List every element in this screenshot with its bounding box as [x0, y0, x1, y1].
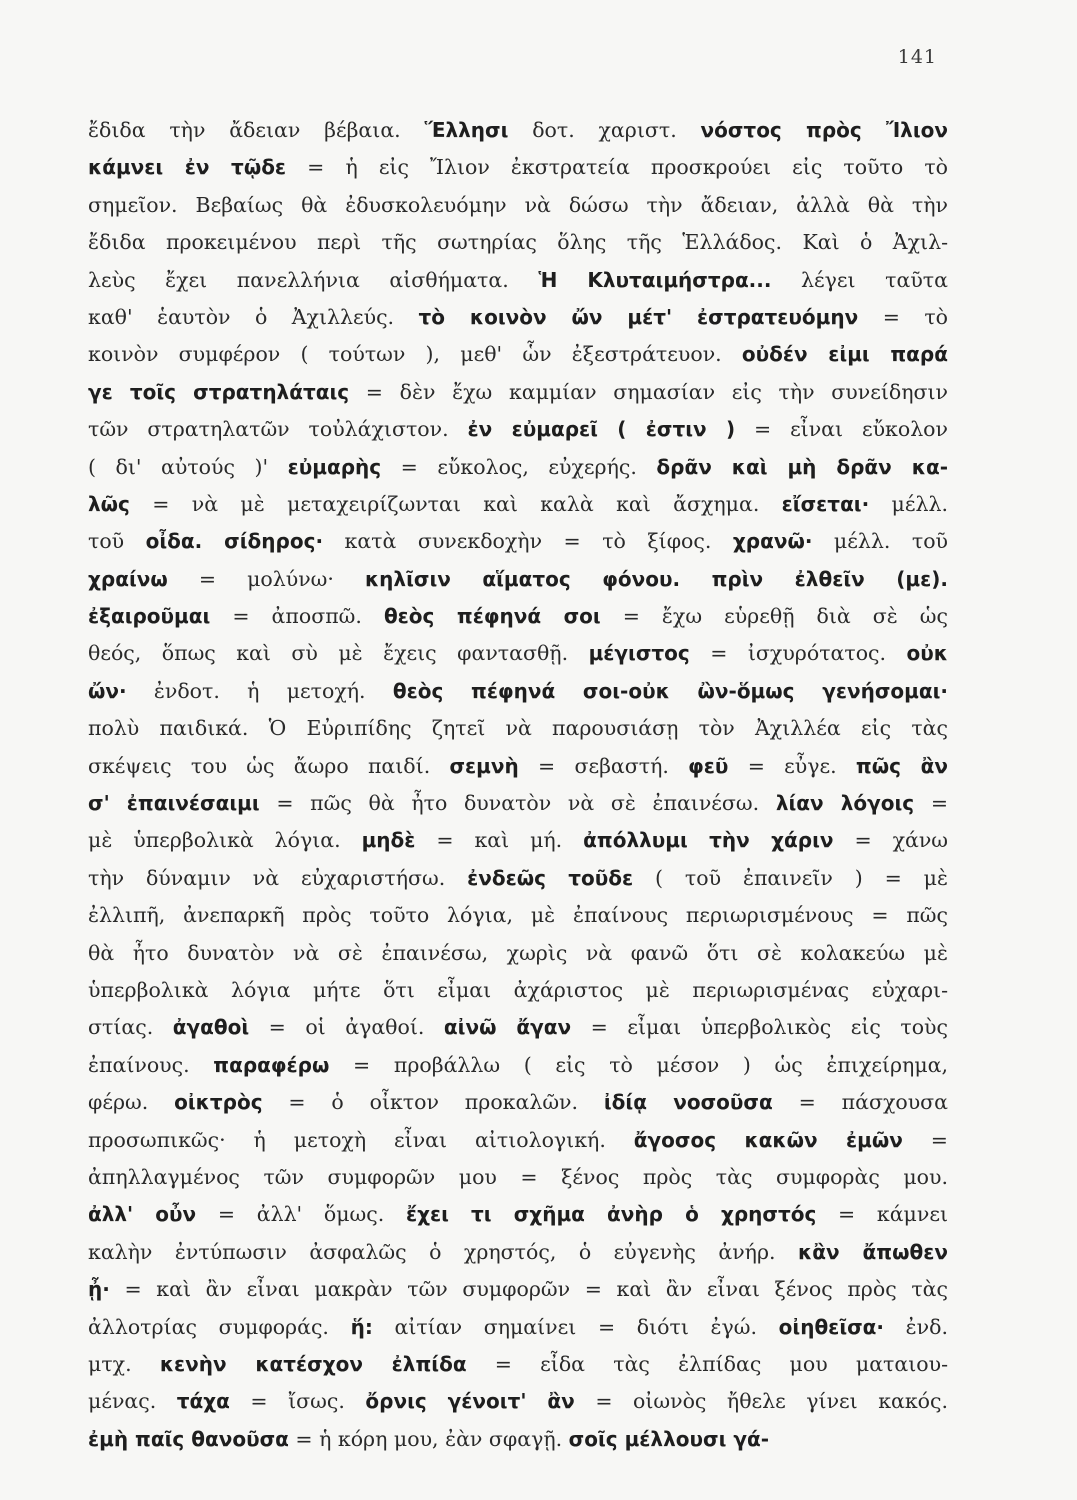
lemma-term: ᾖ·	[88, 1277, 110, 1302]
gloss-text: = τὸ	[858, 304, 948, 329]
lemma-term: Ἡ Κλυταιμήστρα...	[538, 267, 772, 292]
lemma-term: ἐξαιροῦμαι	[88, 604, 211, 629]
lemma-term: τὸ κοινὸν ὤν μέτ' ἐστρατευόμην	[418, 304, 859, 329]
text-line	[88, 1421, 948, 1458]
gloss-text: ἔδιδα τὴν ἄδειαν βέβαια.	[88, 118, 425, 142]
gloss-text: = δὲν ἔχω καμμίαν σημασίαν εἰς τὴν συνείδησιν	[349, 379, 948, 404]
text-line	[88, 1122, 948, 1159]
lemma-term: πῶς ἂν	[855, 753, 948, 778]
gloss-text: ἀλλοτρίας συμφοράς.	[88, 1314, 351, 1339]
lemma-term: οὐδέν εἰμι παρά	[741, 342, 948, 367]
gloss-text: = εἶδα τὰς ἐλπίδας μου ματαιου-	[466, 1351, 948, 1376]
text-line	[88, 1159, 948, 1196]
text-line	[88, 822, 948, 859]
gloss-text: = κάμνει	[816, 1202, 948, 1227]
text-line	[88, 1234, 948, 1271]
text-line	[88, 1047, 948, 1084]
lemma-term: οὐκ	[906, 641, 948, 666]
lemma-term: παραφέρω	[213, 1052, 330, 1077]
gloss-text: = χάνω	[833, 828, 948, 853]
gloss-text: = καὶ ἂν εἶναι μακρὰν τῶν συμφορῶν = καὶ ἂν εἶναι ξένος πρὸς τὰς	[109, 1277, 948, 1302]
gloss-text: μένας.	[88, 1389, 177, 1414]
text-line	[88, 411, 948, 448]
gloss-text: = ὁ οἶκτον προκαλῶν.	[262, 1090, 604, 1115]
gloss-text: θεός, ὅπως καὶ σὺ μὲ ἔχεις φαντασθῇ.	[88, 641, 589, 666]
text-line	[88, 224, 948, 261]
gloss-text: ( δι' αὐτούς )'	[88, 454, 288, 479]
lemma-term: δρᾶν καὶ μὴ δρᾶν κα-	[656, 454, 948, 479]
lemma-term: μηδὲ	[361, 828, 416, 853]
text-line	[88, 336, 948, 373]
gloss-text: = εὖγε.	[728, 753, 856, 778]
lemma-term: ἐνδεῶς τοῦδε	[467, 865, 634, 890]
gloss-text: φέρω.	[88, 1090, 175, 1115]
gloss-text: ἐπαίνους.	[88, 1052, 214, 1077]
gloss-text: στίας.	[88, 1015, 173, 1040]
gloss-text: = εὔκολος, εὐχερής.	[381, 454, 657, 479]
lemma-term: σοῖς μέλλουσι γά-	[568, 1426, 769, 1451]
gloss-text: ἐνδοτ. ἡ μετοχή.	[126, 678, 393, 703]
lemma-term: Ἕλλησι	[424, 118, 509, 142]
gloss-text: = προβάλλω ( εἰς τὸ μέσον ) ὡς ἐπιχείρημα,	[329, 1052, 948, 1077]
lemma-term: ὄρνις γένοιτ' ἂν	[365, 1389, 575, 1414]
lemma-term: θεὸς πέφηνά σοι	[383, 604, 601, 629]
lemma-term: χρανῶ·	[732, 529, 813, 554]
gloss-text: = πάσχουσα	[772, 1090, 948, 1115]
lemma-term: χραίνω	[88, 566, 168, 591]
text-line	[88, 897, 948, 934]
gloss-text: λεὺς ἔχει πανελλήνια αἰσθήματα.	[88, 267, 539, 292]
text-line	[88, 112, 948, 149]
gloss-text: μὲ ὑπερβολικὰ λόγια.	[88, 828, 362, 853]
gloss-text: τῶν στρατηλατῶν τοὐλάχιστον.	[88, 417, 468, 442]
lemma-term: κἂν ἄπωθεν	[798, 1239, 948, 1264]
lemma-term: κάμνει ἐν τῷδε	[88, 155, 287, 180]
lemma-term: γε τοῖς στρατηλάταις	[88, 379, 350, 404]
gloss-text: = ἡ κόρη μου, ἐὰν σφαγῇ.	[288, 1426, 569, 1451]
lemma-term: ὤν·	[88, 678, 127, 703]
gloss-text: δοτ. χαριστ.	[508, 118, 701, 142]
text-line	[88, 1383, 948, 1420]
lemma-term: αἰνῶ ἄγαν	[443, 1015, 572, 1040]
gloss-text: σκέψεις του ὡς ἄωρο παιδί.	[88, 753, 450, 778]
text-line	[88, 449, 948, 486]
text-line	[88, 1271, 948, 1308]
gloss-text: ἀπηλλαγμένος τῶν συμφορῶν μου = ξένος πρὸς τὰς συμφορὰς μου.	[88, 1164, 948, 1189]
lemma-term: τάχα	[176, 1389, 230, 1414]
lemma-term: οἶδα. σίδηρος·	[145, 529, 324, 554]
lemma-term: οἰκτρὸς	[174, 1090, 263, 1115]
gloss-text: = ἀποσπῶ.	[210, 604, 384, 629]
page-number: 141	[897, 46, 937, 68]
gloss-text: = ἰσχυρότατος.	[689, 641, 907, 666]
gloss-text: ἔδιδα προκειμένου περὶ τῆς σωτηρίας ὅλης τῆς Ἑλλάδος. Καὶ ὁ Ἀχιλ-	[88, 230, 948, 255]
gloss-text: μέλλ. τοῦ	[812, 529, 948, 554]
gloss-text: =	[914, 791, 948, 816]
text-line	[88, 187, 948, 224]
gloss-text: κατὰ συνεκδοχὴν = τὸ ξίφος.	[323, 529, 733, 554]
lemma-term: ἥ:	[350, 1314, 373, 1339]
text-line	[88, 748, 948, 785]
lemma-term: ἄγοσος κακῶν ἐμῶν	[633, 1127, 903, 1152]
text-line	[88, 262, 948, 299]
gloss-text: = ἔχω εὑρεθῇ διὰ σὲ ὡς	[600, 604, 948, 629]
lemma-term: ἀπόλλυμι τὴν χάριν	[583, 828, 834, 853]
lemma-term: εὐμαρὴς	[287, 454, 382, 479]
gloss-text: λέγει ταῦτα	[771, 267, 948, 292]
gloss-text: μτχ.	[88, 1351, 160, 1376]
gloss-text: = ἀλλ' ὅμως.	[196, 1202, 406, 1227]
text-line	[88, 710, 948, 747]
gloss-text: θὰ ἦτο δυνατὸν νὰ σὲ ἐπαινέσω, χωρὶς νὰ φανῶ ὅτι σὲ κολακεύω μὲ	[88, 940, 948, 965]
text-line	[88, 860, 948, 897]
lemma-term: σ' ἐπαινέσαιμι	[88, 791, 260, 816]
text-line	[88, 1009, 948, 1046]
lemma-term: σεμνὴ	[449, 753, 519, 778]
gloss-text: = εἶμαι ὑπερβολικὸς εἰς τοὺς	[571, 1015, 948, 1040]
text-line	[88, 785, 948, 822]
text-line	[88, 486, 948, 523]
text-line	[88, 1309, 948, 1346]
lemma-term: κενὴν κατέσχον ἐλπίδα	[159, 1351, 467, 1376]
text-line	[88, 673, 948, 710]
gloss-text: καθ' ἑαυτὸν ὁ Ἀχιλλεύς.	[88, 304, 419, 329]
gloss-text: κοινὸν συμφέρον ( τούτων ), μεθ' ὧν ἐξεστράτευον.	[88, 342, 742, 367]
gloss-text: =	[902, 1127, 948, 1152]
gloss-text: προσωπικῶς· ἡ μετοχὴ εἶναι αἰτιολογική.	[88, 1127, 634, 1152]
gloss-text: = ἡ εἰς Ἴλιον ἐκστρατεία προσκρούει εἰς τοῦτο τὸ	[286, 155, 948, 180]
lemma-term: λῶς	[88, 491, 130, 516]
gloss-text: = καὶ μή.	[415, 828, 584, 853]
text-line	[88, 149, 948, 186]
gloss-text: = σεβαστή.	[518, 753, 689, 778]
lemma-term: εἴσεται·	[781, 491, 870, 516]
lemma-term: λίαν λόγοις	[775, 791, 915, 816]
text-line	[88, 374, 948, 411]
text-line	[88, 1346, 948, 1383]
text-line	[88, 972, 948, 1009]
gloss-text: σημεῖον. Βεβαίως θὰ ἐδυσκολευόμην νὰ δώσω τὴν ἄδειαν, ἀλλὰ θὰ τὴν	[88, 192, 948, 217]
lemma-term: ἐμὴ παῖς θανοῦσα	[88, 1426, 289, 1451]
gloss-text: ὑπερβολικὰ λόγια μήτε ὅτι εἶμαι ἀχάριστος μὲ περιωρισμένας εὐχαρι-	[88, 977, 948, 1002]
gloss-text: ἐλλιπῆ, ἀνεπαρκῆ πρὸς τοῦτο λόγια, μὲ ἐπαίνους περιωρισμένους = πῶς	[88, 903, 948, 928]
text-line	[88, 635, 948, 672]
gloss-text: = νὰ μὲ μεταχειρίζωνται καὶ καλὰ καὶ ἄσχημα.	[129, 491, 782, 516]
lemma-term: ἀγαθοὶ	[172, 1015, 250, 1040]
lemma-term: ἰδίᾳ νοσοῦσα	[603, 1090, 773, 1115]
gloss-text: = οἰωνὸς ἤθελε γίνει κακός.	[574, 1389, 948, 1414]
lemma-term: ἐν εὐμαρεῖ ( ἐστιν )	[467, 417, 736, 442]
text-line	[88, 523, 948, 560]
text-line	[88, 1196, 948, 1233]
gloss-text: = πῶς θὰ ἦτο δυνατὸν νὰ σὲ ἐπαινέσω.	[259, 791, 776, 816]
lemma-term: μέγιστος	[588, 641, 690, 666]
lemma-term: ἀλλ' οὖν	[88, 1202, 197, 1227]
gloss-text: = εἶναι εὔκολον	[735, 417, 948, 442]
lemma-term: νόστος πρὸς Ἴλιον	[700, 118, 948, 142]
lemma-term: θεὸς πέφηνά σοι-οὐκ ὢν-ὅμως γενήσομαι·	[392, 678, 948, 703]
text-line	[88, 561, 948, 598]
gloss-text: ( τοῦ ἐπαινεῖν ) = μὲ	[633, 865, 948, 890]
lemma-term: φεῦ	[688, 753, 729, 778]
gloss-text: = οἱ ἀγαθοί.	[249, 1015, 444, 1040]
gloss-text: πολὺ παιδικά. Ὁ Εὐριπίδης ζητεῖ νὰ παρουσιάσῃ τὸν Ἀχιλλέα εἰς τὰς	[88, 716, 948, 741]
gloss-text: τοῦ	[88, 529, 146, 554]
gloss-text: καλὴν ἐντύπωσιν ἀσφαλῶς ὁ χρηστός, ὁ εὐγενὴς ἀνήρ.	[88, 1239, 799, 1264]
text-line	[88, 299, 948, 336]
gloss-text: ἐνδ.	[884, 1314, 948, 1339]
gloss-text: τὴν δύναμιν νὰ εὐχαριστήσω.	[88, 865, 468, 890]
text-line	[88, 935, 948, 972]
lemma-term: κηλῖσιν αἵματος φόνου. πρὶν ἐλθεῖν (με).	[364, 566, 948, 591]
commentary-text	[88, 112, 948, 1458]
gloss-text: = μολύνω·	[167, 566, 365, 591]
lemma-term: ἔχει τι σχῆμα ἀνὴρ ὁ χρηστός	[405, 1202, 817, 1227]
text-line	[88, 598, 948, 635]
gloss-text: = ἴσως.	[229, 1389, 366, 1414]
lemma-term: οἰηθεῖσα·	[778, 1314, 885, 1339]
gloss-text: αἰτίαν σημαίνει = διότι ἐγώ.	[372, 1314, 779, 1339]
text-line	[88, 1084, 948, 1121]
gloss-text: μέλλ.	[869, 491, 948, 516]
